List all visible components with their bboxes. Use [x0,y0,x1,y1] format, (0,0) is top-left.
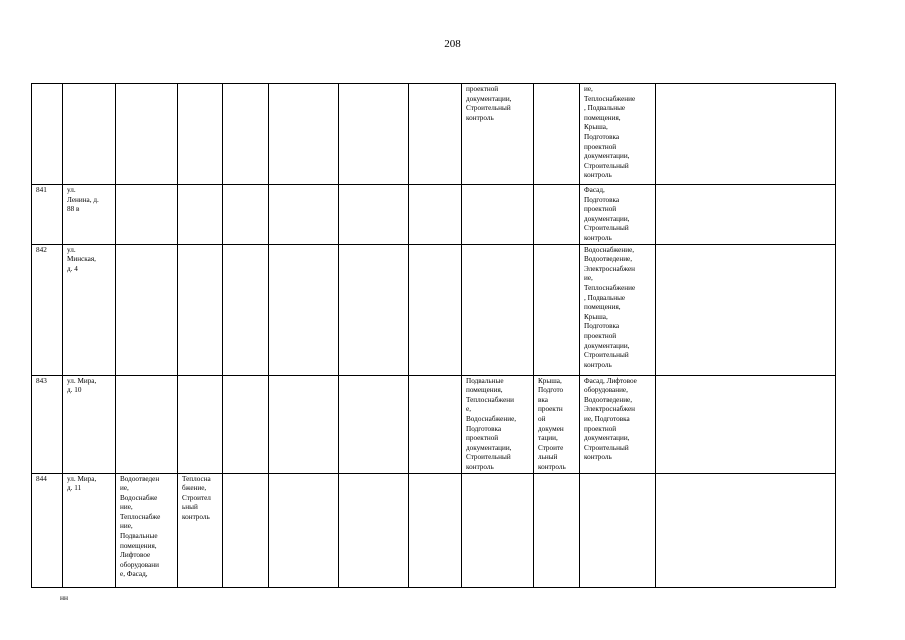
table-cell: Крыша, Подгото вка проектн ой докумен тации, Строите льный контроль [534,375,580,473]
table-cell [223,375,269,473]
table-cell [223,244,269,375]
table-cell: Водоснабжение, Водоотведение, Электроснабжен ие, Теплоснабжение , Подвальные помещения, Крыша, Подготовка проектной документации, Строительный контроль [580,244,656,375]
table-cell: Водоотведен ие, Водоснабже ние, Теплоснабже ние, Подвальные помещения, Лифтовое оборудовани е, Фасад, [116,473,178,587]
table-row [32,375,836,473]
table-cell: Теплосна бжение, Строител ьный контроль [178,473,223,587]
table-cell [116,244,178,375]
table-cell [269,244,339,375]
row-number-cell: 843 [32,375,63,473]
table-cell [178,244,223,375]
table-cell [462,244,534,375]
address-cell: ул. Мира, д. 11 [63,473,116,587]
table-cell [269,185,339,245]
table-row [32,473,836,587]
table-cell: проектной документации, Строительный контроль [462,84,534,185]
table-row [32,244,836,375]
table-cell [409,375,462,473]
table-cell [656,375,836,473]
address-cell: ул. Минская, д. 4 [63,244,116,375]
footer-mark: нн [60,593,69,602]
table-cell [269,473,339,587]
table-cell [223,185,269,245]
table-row [32,84,836,185]
table-cell [409,84,462,185]
row-number-cell: 841 [32,185,63,245]
table-cell [656,185,836,245]
table-cell: ие, Теплоснабжение , Подвальные помещения, Крыша, Подготовка проектной документации, Строительный контроль [580,84,656,185]
table-cell [116,84,178,185]
data-table [31,83,836,588]
address-cell [63,84,116,185]
table-cell [409,473,462,587]
table-cell [339,84,409,185]
table-cell [178,185,223,245]
table-cell [269,375,339,473]
address-cell: ул. Мира, д. 10 [63,375,116,473]
table-cell: Подвальные помещения, Теплоснабжени е, Водоснабжение, Подготовка проектной документации, Строительный контроль [462,375,534,473]
table-cell [116,185,178,245]
row-number-cell [32,84,63,185]
table-cell [534,84,580,185]
table-cell: Фасад, Подготовка проектной документации, Строительный контроль [580,185,656,245]
address-cell: ул. Ленина, д. 88 в [63,185,116,245]
table-cell [534,473,580,587]
page-number: 208 [444,38,461,50]
table-cell [223,84,269,185]
row-number-cell: 842 [32,244,63,375]
table-cell [178,84,223,185]
table-cell: Фасад, Лифтовое оборудование, Водоотведение, Электроснабжен ие, Подготовка проектной документации, Строительный контроль [580,375,656,473]
table-cell [339,473,409,587]
table-cell [656,244,836,375]
table-cell [534,244,580,375]
table-cell [409,185,462,245]
table-cell [339,185,409,245]
table-cell [116,375,178,473]
table-cell [269,84,339,185]
table-cell [656,473,836,587]
table-cell [223,473,269,587]
table-cell [339,244,409,375]
table-cell [534,185,580,245]
table-cell [178,375,223,473]
row-number-cell: 844 [32,473,63,587]
table-row [32,185,836,245]
table-cell [462,185,534,245]
table-cell [580,473,656,587]
table-cell [656,84,836,185]
table-cell [409,244,462,375]
table-cell [339,375,409,473]
table-cell [462,473,534,587]
